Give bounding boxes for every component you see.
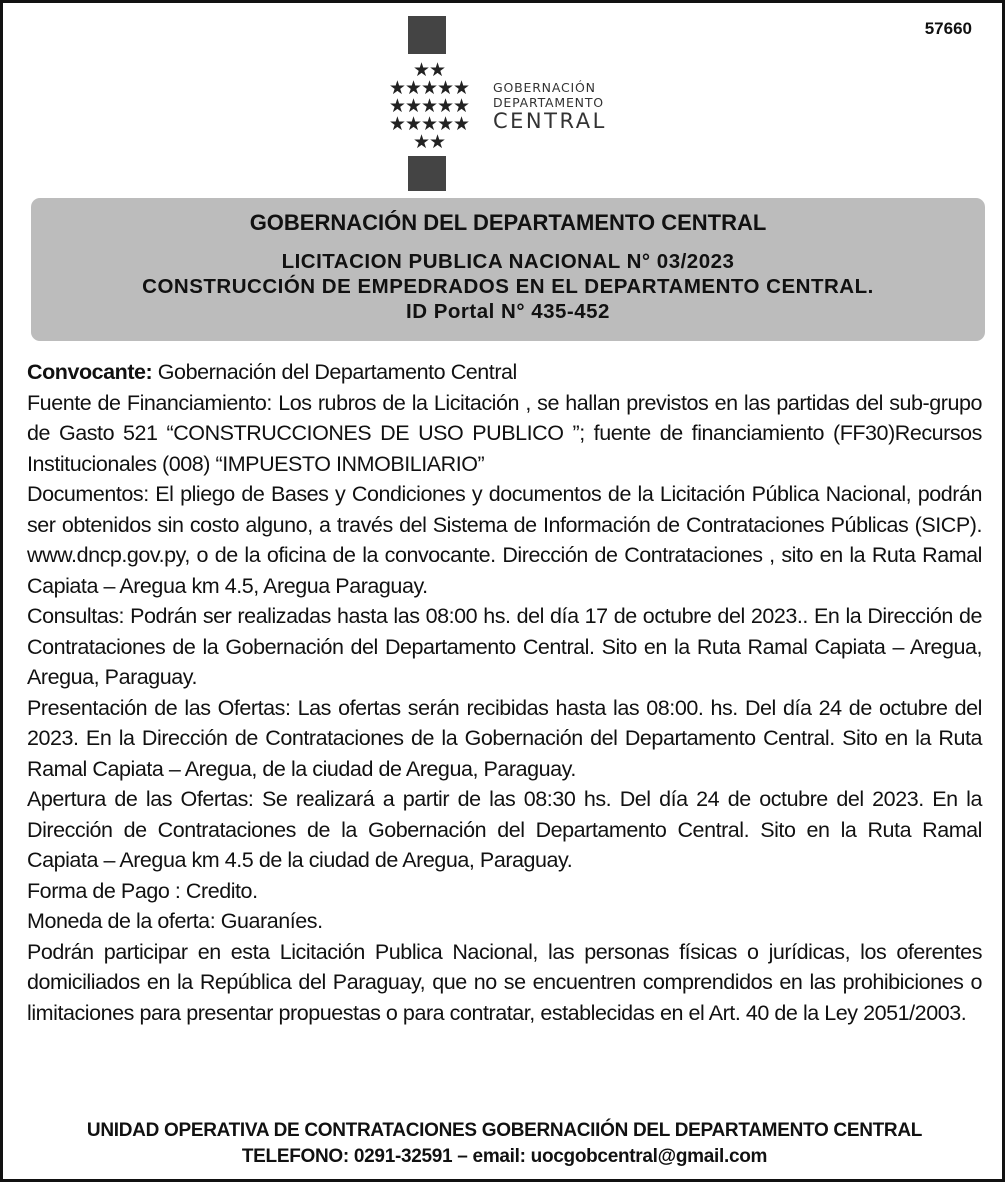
organization-title: GOBERNACIÓN DEL DEPARTAMENTO CENTRAL <box>249 210 767 235</box>
footer <box>13 1118 996 1170</box>
logo-text <box>493 80 607 132</box>
star-row: ★★★★★ <box>388 113 470 135</box>
forma-pago-paragraph: Forma de Pago : Credito. <box>27 878 258 903</box>
participantes-paragraph: Podrán participar en esta Licitación Publica Nacional, las personas físicas o jurídicas, los oferentes domiciliados en la República del Paraguay, que no se encuentren comprendidos en las prohibiciones o limitaciones para presentar propuestas o para contratar, establecidas en el Art. 40 de la Ley 2051/2003. <box>27 939 982 1025</box>
documentos-paragraph: Documentos: El pliego de Bases y Condiciones y documentos de la Licitación Pública Nacional, podrán ser obtenidos sin costo alguno, a través del Sistema de Información de Contrataciones Públicas (SICP). www.dncp.gov.py, o de la oficina de la convocante. Dirección de Contrataciones , sito en la Ruta Ramal Capiata – Aregua km 4.5, Aregua Paraguay. <box>27 482 982 598</box>
moneda-paragraph: Moneda de la oferta: Guaraníes. <box>27 909 323 933</box>
apertura-paragraph: Apertura de las Ofertas: Se realizará a partir de las 08:30 hs. Del día 24 de octubre del 2023. En la Dirección de Contrataciones de la Gobernación del Departamento Central. Sito en la Ruta Ramal Capiata – Aregua km 4.5 de la ciudad de Aregua, Paraguay. <box>27 787 982 872</box>
logo-bar-bottom <box>408 156 446 191</box>
tender-title: LICITACION PUBLICA NACIONAL N° 03/2023 <box>281 250 735 273</box>
logo-line-2: DEPARTAMENTO <box>493 95 604 110</box>
notice-body <box>27 357 982 1028</box>
logo-line-3: CENTRAL <box>493 109 607 133</box>
project-title: CONSTRUCCIÓN DE EMPEDRADOS EN EL DEPARTAMENTO CENTRAL. <box>142 275 874 298</box>
ad-number: 57660 <box>924 19 972 38</box>
convocante-value: Gobernación del Departamento Central <box>152 360 517 384</box>
convocante-paragraph <box>27 357 982 388</box>
footer-unit: UNIDAD OPERATIVA DE CONTRATACIONES GOBERNACIIÓN DEL DEPARTAMENTO CENTRAL <box>86 1120 923 1141</box>
financiamiento-paragraph: Fuente de Financiamiento: Los rubros de la Licitación , se hallan previstos en las partidas del sub-grupo de Gasto 521 “CONSTRUCCIONES DE USO PUBLICO ”; fuente de financiamiento (FF30)Recursos Institucionales (008) “IMPUESTO INMOBILIARIO” <box>27 390 982 476</box>
presentacion-paragraph: Presentación de las Ofertas: Las ofertas serán recibidas hasta las 08:00. hs. Del día 24 de octubre del 2023. En la Dirección de Contrataciones de la Gobernación del Departamento Central. Sito en la Ruta Ramal Capiata – Aregua, de la ciudad de Aregua, Paraguay. <box>27 695 982 781</box>
logo-bar-top <box>408 16 446 54</box>
header-box <box>31 198 985 341</box>
portal-id: ID Portal N° 435-452 <box>406 300 610 323</box>
consultas-paragraph: Consultas: Podrán ser realizadas hasta las 08:00 hs. del día 17 de octubre del 2023.. En la Dirección de Contrataciones de la Gobernación del Departamento Central. Sito en la Ruta Ramal Capiata – Aregua, Aregua, Paraguay. <box>27 604 982 689</box>
logo-stars-icon <box>381 61 477 151</box>
convocante-label: Convocante: <box>27 360 153 384</box>
star-row: ★★ <box>412 59 446 81</box>
footer-contact: TELEFONO: 0291-32591 – email: uocgobcentral@gmail.com <box>241 1146 768 1167</box>
star-row: ★★★★★ <box>388 77 470 99</box>
star-row: ★★★★★ <box>388 95 470 117</box>
logo-line-1: GOBERNACIÓN <box>493 80 596 95</box>
star-row: ★★ <box>412 131 446 153</box>
